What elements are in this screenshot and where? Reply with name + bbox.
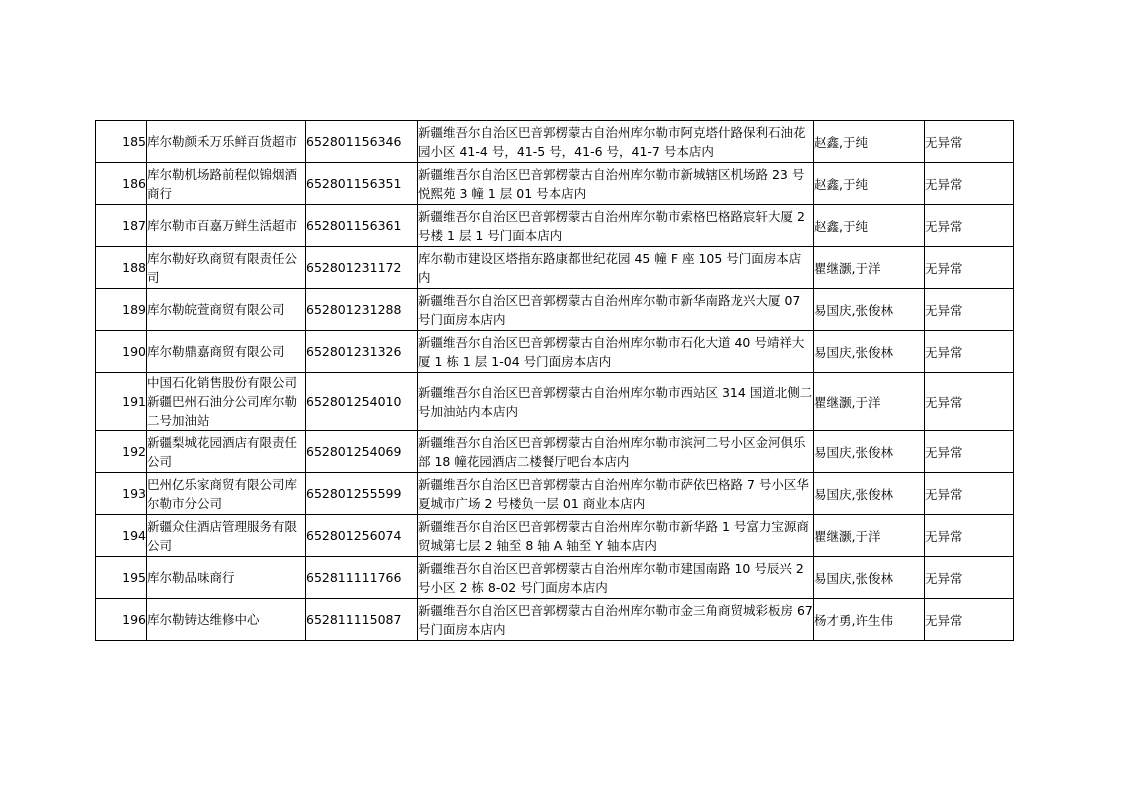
inspection-result-cell: 无异常 (925, 163, 1014, 205)
inspection-result-cell: 无异常 (925, 557, 1014, 599)
table-row (96, 431, 1014, 473)
entity-name-cell: 库尔勒好玖商贸有限责任公司 (147, 247, 306, 289)
table-row (96, 473, 1014, 515)
inspectors-cell: 瞿继灏,于洋 (814, 247, 925, 289)
entity-name-cell: 库尔勒皖萱商贸有限公司 (147, 289, 306, 331)
row-number-cell: 195 (96, 557, 147, 599)
inspection-result-cell: 无异常 (925, 247, 1014, 289)
business-address-cell: 新疆维吾尔自治区巴音郭楞蒙古自治州库尔勒市新华南路龙兴大厦 07 号门面房本店内 (418, 289, 814, 331)
inspectors-cell: 易国庆,张俊林 (814, 557, 925, 599)
entity-name-cell: 巴州亿乐家商贸有限公司库尔勒市分公司 (147, 473, 306, 515)
inspectors-cell: 易国庆,张俊林 (814, 289, 925, 331)
table-row (96, 373, 1014, 431)
license-number-cell: 652801231172 (306, 247, 418, 289)
inspection-result-cell: 无异常 (925, 121, 1014, 163)
inspectors-cell: 杨才勇,许生伟 (814, 599, 925, 641)
license-number-cell: 652801254010 (306, 373, 418, 431)
inspection-result-cell: 无异常 (925, 515, 1014, 557)
table-row (96, 557, 1014, 599)
business-address-cell: 新疆维吾尔自治区巴音郭楞蒙古自治州库尔勒市滨河二号小区金河俱乐部 18 幢花园酒店二楼餐厅吧台本店内 (418, 431, 814, 473)
business-address-cell: 新疆维吾尔自治区巴音郭楞蒙古自治州库尔勒市萨依巴格路 7 号小区华夏城市广场 2 号楼负一层 01 商业本店内 (418, 473, 814, 515)
inspectors-cell: 瞿继灏,于洋 (814, 515, 925, 557)
table-row (96, 515, 1014, 557)
license-number-cell: 652801254069 (306, 431, 418, 473)
license-number-cell: 652801256074 (306, 515, 418, 557)
table-row (96, 247, 1014, 289)
row-number-cell: 192 (96, 431, 147, 473)
row-number-cell: 186 (96, 163, 147, 205)
license-number-cell: 652801231288 (306, 289, 418, 331)
business-address-cell: 新疆维吾尔自治区巴音郭楞蒙古自治州库尔勒市阿克塔什路保利石油花园小区 41-4 号，41-5 号，41-6 号，41-7 号本店内 (418, 121, 814, 163)
table-row (96, 289, 1014, 331)
inspection-result-cell: 无异常 (925, 205, 1014, 247)
row-number-cell: 189 (96, 289, 147, 331)
entity-name-cell: 库尔勒市百嘉万鲜生活超市 (147, 205, 306, 247)
business-address-cell: 新疆维吾尔自治区巴音郭楞蒙古自治州库尔勒市新城辖区机场路 23 号悦熙苑 3 幢 1 层 01 号本店内 (418, 163, 814, 205)
inspectors-cell: 赵鑫,于纯 (814, 163, 925, 205)
row-number-cell: 188 (96, 247, 147, 289)
license-number-cell: 652811111766 (306, 557, 418, 599)
license-number-cell: 652801156346 (306, 121, 418, 163)
inspection-table (95, 120, 1014, 641)
business-address-cell: 新疆维吾尔自治区巴音郭楞蒙古自治州库尔勒市建国南路 10 号辰兴 2 号小区 2 栋 8-02 号门面房本店内 (418, 557, 814, 599)
business-address-cell: 新疆维吾尔自治区巴音郭楞蒙古自治州库尔勒市金三角商贸城彩板房 67 号门面房本店内 (418, 599, 814, 641)
business-address-cell: 库尔勒市建设区塔指东路康都世纪花园 45 幢 F 座 105 号门面房本店内 (418, 247, 814, 289)
row-number-cell: 185 (96, 121, 147, 163)
entity-name-cell: 库尔勒铸达维修中心 (147, 599, 306, 641)
license-number-cell: 652801255599 (306, 473, 418, 515)
row-number-cell: 194 (96, 515, 147, 557)
business-address-cell: 新疆维吾尔自治区巴音郭楞蒙古自治州库尔勒市石化大道 40 号靖祥大厦 1 栋 1 层 1-04 号门面房本店内 (418, 331, 814, 373)
row-number-cell: 193 (96, 473, 147, 515)
table-row (96, 599, 1014, 641)
inspection-result-cell: 无异常 (925, 373, 1014, 431)
license-number-cell: 652811115087 (306, 599, 418, 641)
entity-name-cell: 库尔勒鼎嘉商贸有限公司 (147, 331, 306, 373)
inspectors-cell: 易国庆,张俊林 (814, 331, 925, 373)
license-number-cell: 652801156351 (306, 163, 418, 205)
inspectors-cell: 赵鑫,于纯 (814, 205, 925, 247)
entity-name-cell: 库尔勒机场路前程似锦烟酒商行 (147, 163, 306, 205)
entity-name-cell: 库尔勒品味商行 (147, 557, 306, 599)
inspectors-cell: 赵鑫,于纯 (814, 121, 925, 163)
entity-name-cell: 新疆众住酒店管理服务有限公司 (147, 515, 306, 557)
row-number-cell: 190 (96, 331, 147, 373)
table-row (96, 163, 1014, 205)
inspection-result-cell: 无异常 (925, 599, 1014, 641)
row-number-cell: 187 (96, 205, 147, 247)
business-address-cell: 新疆维吾尔自治区巴音郭楞蒙古自治州库尔勒市新华路 1 号富力宝源商贸城第七层 2 轴至 8 轴 A 轴至 Y 轴本店内 (418, 515, 814, 557)
table-row (96, 121, 1014, 163)
inspectors-cell: 易国庆,张俊林 (814, 431, 925, 473)
inspectors-cell: 易国庆,张俊林 (814, 473, 925, 515)
business-address-cell: 新疆维吾尔自治区巴音郭楞蒙古自治州库尔勒市索格巴格路宸轩大厦 2 号楼 1 层 1 号门面本店内 (418, 205, 814, 247)
entity-name-cell: 中国石化销售股份有限公司新疆巴州石油分公司库尔勒二号加油站 (147, 373, 306, 431)
entity-name-cell: 库尔勒颜禾万乐鲜百货超市 (147, 121, 306, 163)
inspection-result-cell: 无异常 (925, 431, 1014, 473)
inspection-result-cell: 无异常 (925, 331, 1014, 373)
row-number-cell: 191 (96, 373, 147, 431)
table-body (96, 121, 1014, 641)
table-row (96, 331, 1014, 373)
license-number-cell: 652801156361 (306, 205, 418, 247)
inspectors-cell: 瞿继灏,于洋 (814, 373, 925, 431)
business-address-cell: 新疆维吾尔自治区巴音郭楞蒙古自治州库尔勒市西站区 314 国道北侧二号加油站内本店内 (418, 373, 814, 431)
inspection-result-cell: 无异常 (925, 473, 1014, 515)
inspection-result-cell: 无异常 (925, 289, 1014, 331)
entity-name-cell: 新疆梨城花园酒店有限责任公司 (147, 431, 306, 473)
table-row (96, 205, 1014, 247)
license-number-cell: 652801231326 (306, 331, 418, 373)
row-number-cell: 196 (96, 599, 147, 641)
